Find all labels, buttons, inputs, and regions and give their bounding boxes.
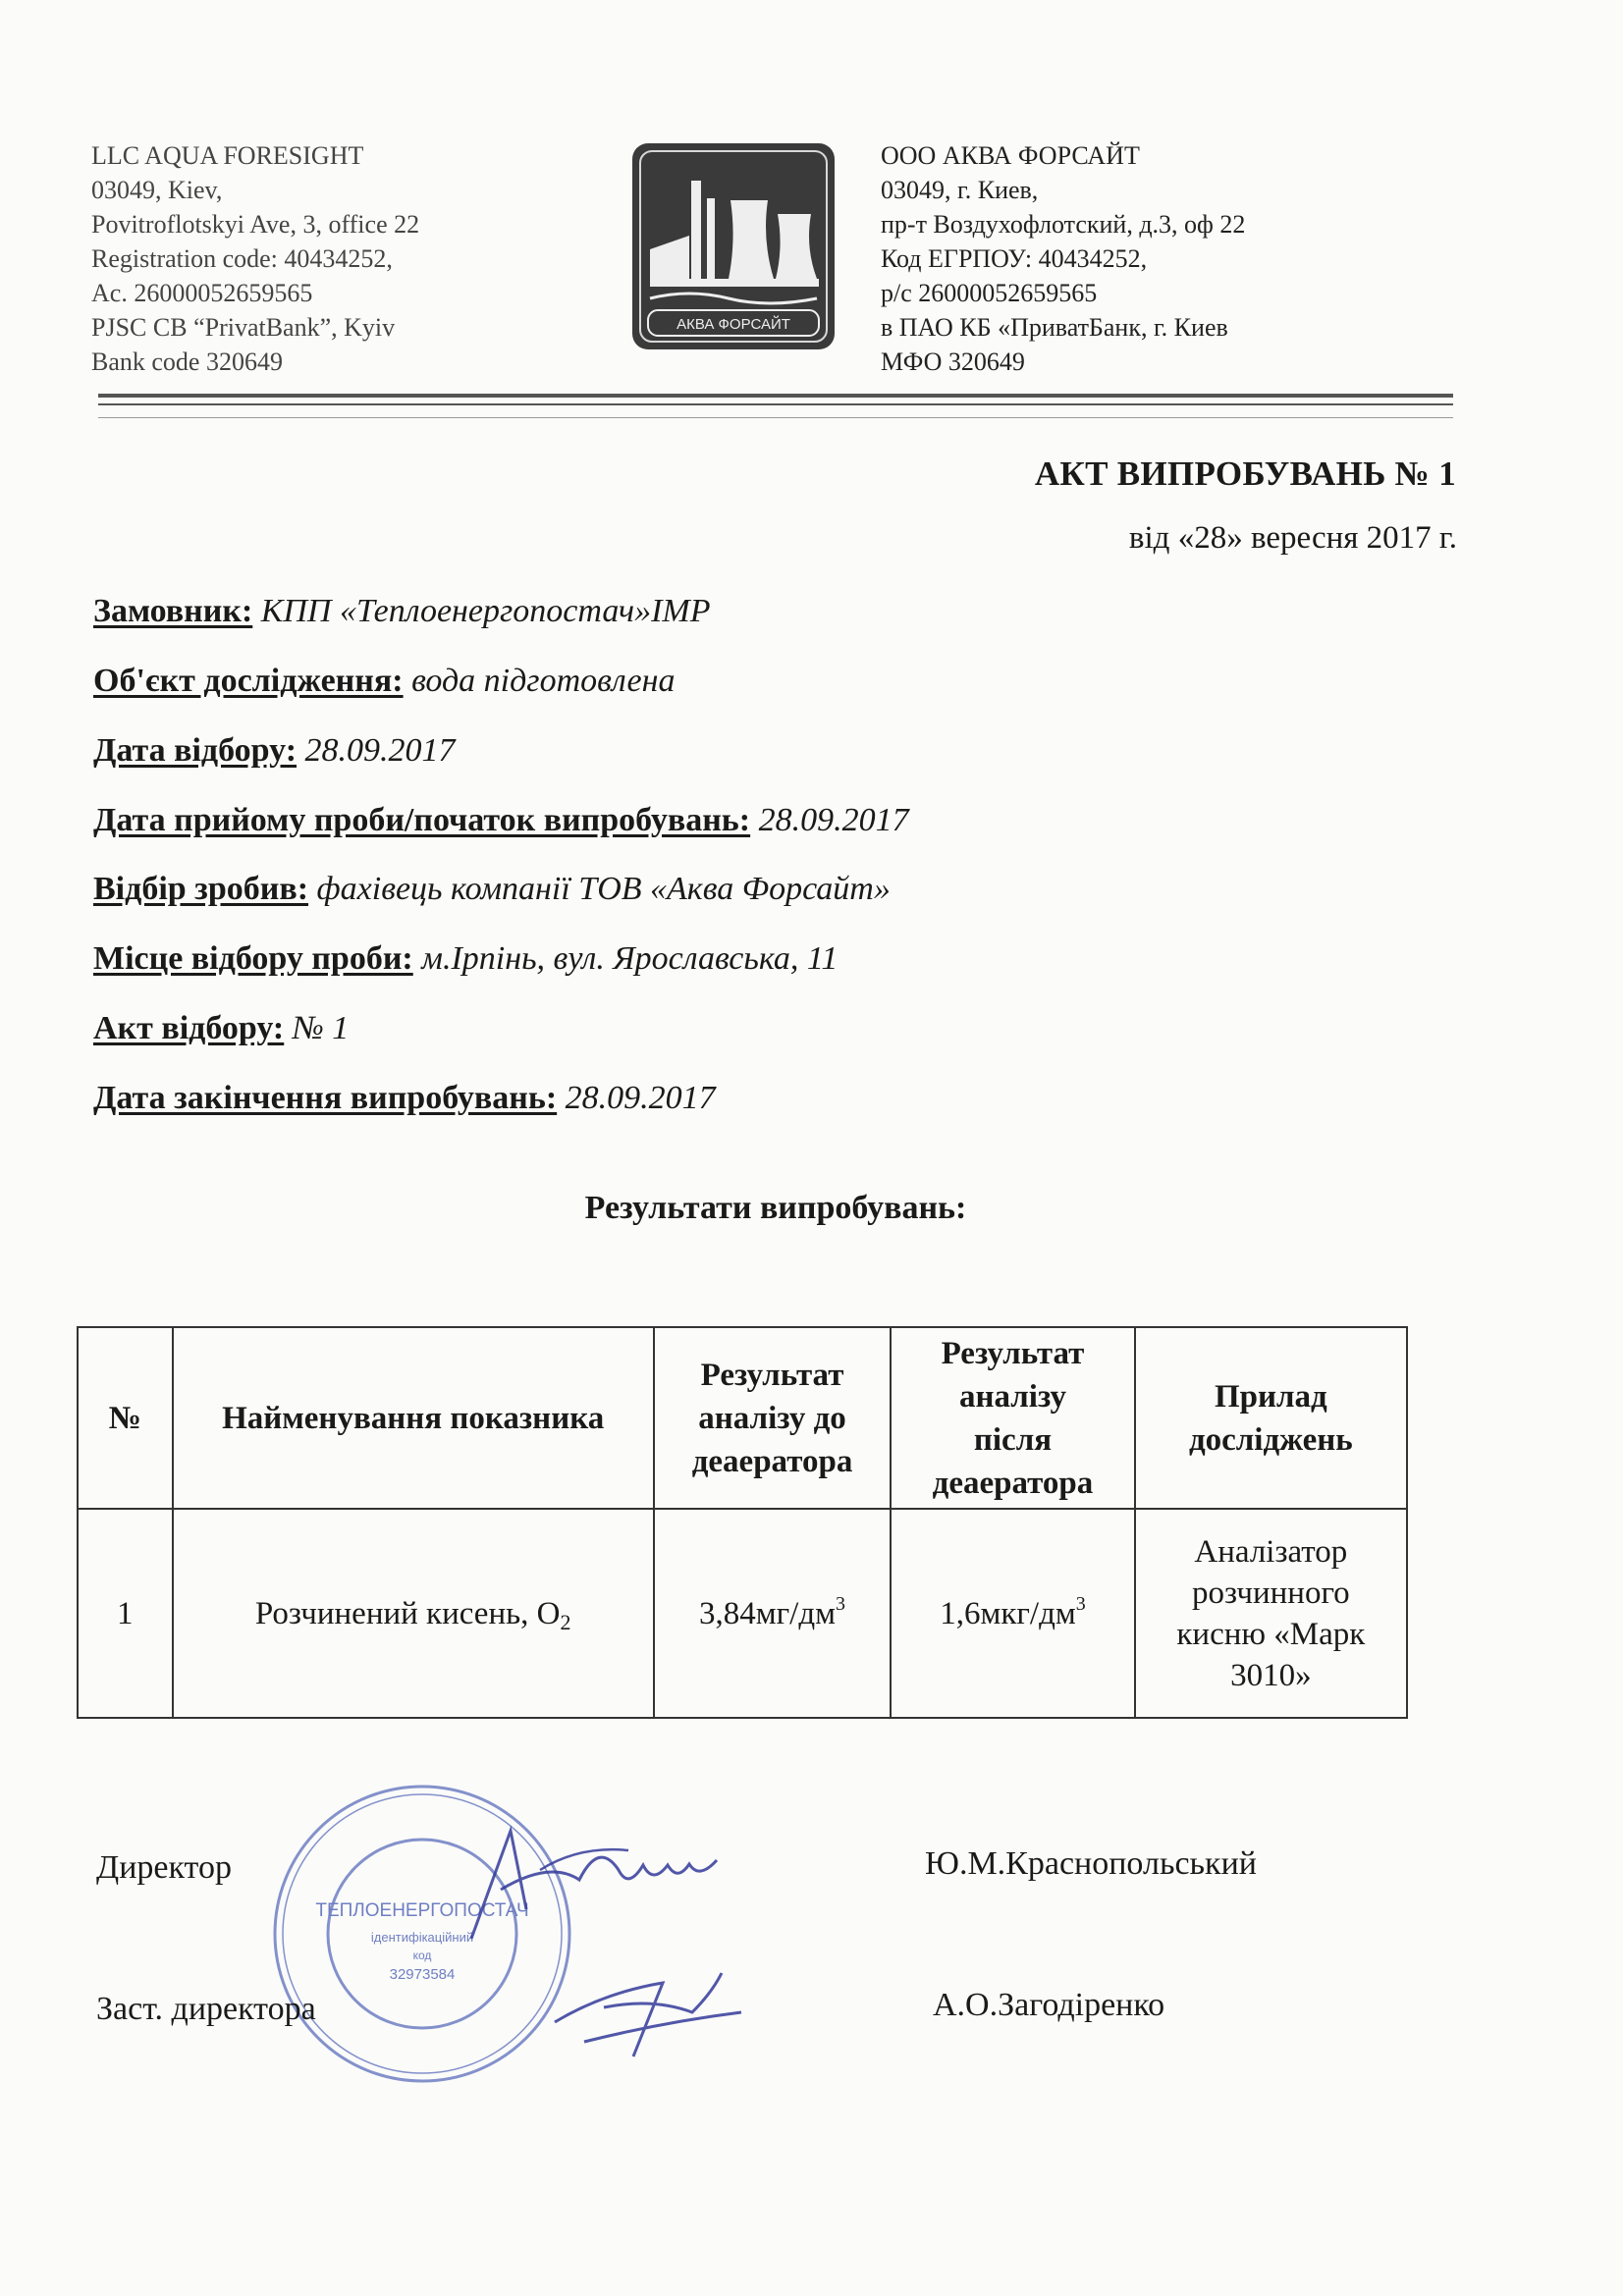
header-russian-block (881, 138, 1245, 379)
field-label: Замовник: (93, 593, 253, 629)
cell-line: 3010» (1230, 1657, 1312, 1693)
stamp-center-text: ТЕПЛОЕНЕРГОПОСТАЧ (315, 1900, 529, 1921)
header-line: Прилад (1214, 1378, 1327, 1415)
field-value: КПП «Теплоенергопостач»ІМР (252, 593, 711, 629)
field-value: фахівець компанії ТОВ «Аква Форсайт» (308, 871, 891, 907)
deputy-name: А.О.Загодіренко (933, 1987, 1165, 2023)
header-line: Результат (941, 1335, 1085, 1371)
cell-before (654, 1509, 891, 1718)
header-line: деаератора (691, 1443, 853, 1479)
field-value: 28.09.2017 (297, 732, 456, 769)
field-customer (93, 593, 711, 630)
cell-line: Аналізатор (1194, 1533, 1348, 1570)
field-sampling-act (93, 1010, 349, 1047)
field-label: Об'єкт дослідження: (93, 663, 404, 699)
cell-num: 1 (78, 1509, 173, 1718)
field-sampling-place (93, 940, 838, 978)
header-line: аналізу до (698, 1400, 846, 1436)
cell-line: кисню «Марк (1176, 1616, 1366, 1652)
field-value: м.Ірпінь, вул. Ярославська, 11 (412, 940, 839, 977)
header-line: в ПАО КБ «ПриватБанк, г. Киев (881, 313, 1228, 342)
field-end-date (93, 1080, 716, 1117)
header-divider (98, 403, 1453, 405)
header-line: LLC AQUA FORESIGHT (91, 141, 364, 170)
header-line: деаератора (932, 1465, 1094, 1501)
deputy-label: Заст. директора (96, 1991, 316, 2027)
logo-text: АКВА ФОРСАЙТ (676, 316, 790, 333)
stamp-code-label: код (412, 1949, 432, 1962)
header-divider (98, 417, 1453, 418)
field-label: Місце відбору проби: (93, 940, 413, 977)
header-num: № (78, 1327, 173, 1509)
cell-device (1135, 1509, 1407, 1718)
field-value: 28.09.2017 (750, 802, 909, 838)
header-line: 03049, Kiev, (91, 176, 223, 204)
table-row (78, 1509, 1407, 1718)
cell-subscript: 2 (560, 1609, 571, 1634)
header-before (654, 1327, 891, 1509)
results-heading: Результати випробувань: (584, 1190, 967, 1226)
header-line: 03049, г. Киев, (881, 176, 1039, 204)
cell-text: 3,84мг/дм (699, 1595, 837, 1631)
field-value: № 1 (284, 1010, 350, 1046)
company-logo (630, 141, 837, 351)
header-english-block (91, 138, 419, 379)
cell-text: Розчинений кисень, O (254, 1595, 561, 1631)
field-sampled-by (93, 871, 891, 908)
header-line: Registration code: 40434252, (91, 244, 393, 273)
header-line: Код ЕГРПОУ: 40434252, (881, 244, 1148, 273)
header-line: МФО 320649 (881, 347, 1025, 376)
cell-name (173, 1509, 654, 1718)
field-label: Дата відбору: (93, 732, 298, 769)
cell-text: 1,6мкг/дм (940, 1595, 1076, 1631)
field-label: Дата закінчення випробувань: (93, 1080, 558, 1116)
cell-after (891, 1509, 1134, 1718)
header-line: PJSC CB “PrivatBank”, Kyiv (91, 313, 396, 342)
header-line: Bank code 320649 (91, 347, 283, 376)
field-value: 28.09.2017 (557, 1080, 716, 1116)
act-date: від «28» вересня 2017 г. (1128, 520, 1457, 556)
field-value: вода підготовлена (403, 663, 676, 699)
field-label: Акт відбору: (93, 1010, 285, 1046)
field-label: Відбір зробив: (93, 871, 309, 907)
header-line: Ac. 26000052659565 (91, 279, 313, 307)
cell-superscript: 3 (836, 1592, 846, 1615)
stamp-code: 32973584 (389, 1966, 456, 1983)
header-device (1135, 1327, 1407, 1509)
header-line: Результат (700, 1357, 844, 1393)
table-header-row (78, 1327, 1407, 1509)
field-sampling-date (93, 732, 456, 770)
director-label: Директор (96, 1849, 232, 1886)
header-line: Povitroflotskyi Ave, 3, office 22 (91, 210, 420, 239)
cell-line: розчинного (1192, 1575, 1350, 1611)
header-name: Найменування показника (173, 1327, 654, 1509)
director-name: Ю.М.Краснопольський (925, 1845, 1257, 1882)
act-title: АКТ ВИПРОБУВАНЬ № 1 (1034, 454, 1456, 493)
stamp-id-label: ідентифікаційний (370, 1930, 474, 1945)
director-signature (432, 1821, 746, 1949)
field-receipt-date (93, 802, 909, 839)
header-after (891, 1327, 1134, 1509)
header-line: аналізу (958, 1378, 1067, 1415)
header-line: пр-т Воздухофлотский, д.3, оф 22 (881, 210, 1246, 239)
field-label: Дата прийому проби/початок випробувань: (93, 802, 751, 838)
header-line: досліджень (1188, 1421, 1353, 1458)
results-table (77, 1326, 1408, 1719)
header-line: ООО АКВА ФОРСАЙТ (881, 141, 1140, 170)
cell-superscript: 3 (1075, 1592, 1086, 1615)
header-line: після (973, 1421, 1053, 1458)
deputy-signature (545, 1953, 761, 2061)
header-line: р/с 26000052659565 (881, 279, 1098, 307)
field-research-object (93, 663, 676, 700)
header-divider (98, 394, 1453, 398)
